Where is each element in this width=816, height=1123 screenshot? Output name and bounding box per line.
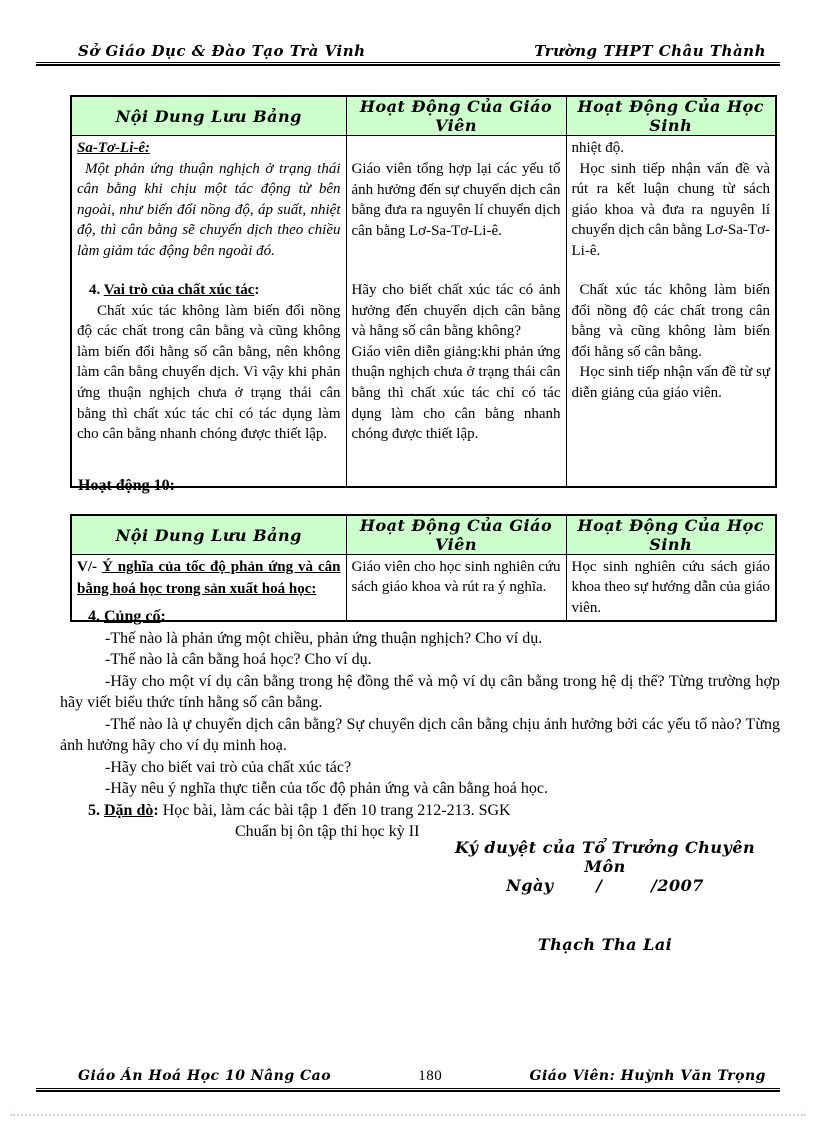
teacher-activity-section-1 bbox=[352, 138, 561, 280]
column-header-teacher-activity: Hoạt Động Của Giáo Viên bbox=[346, 515, 566, 555]
student-paragraph: Học sinh tiếp nhận vấn đề và rút ra kết luận chung từ sách giáo khoa và đưa ra nguyên lí chuyển dịch cân bằng Lơ-Sa-Tơ-Li-ê. bbox=[571, 160, 770, 259]
footer-page-number: 180 bbox=[418, 1068, 443, 1084]
page-header bbox=[78, 42, 766, 60]
header-right-school-name: Trường THPT Châu Thành bbox=[534, 42, 766, 60]
student-paragraph: Chất xúc tác không làm biến đổi nồng độ các chất trong cân bằng và cũng không làm biến đổi hằng số cân bằng. bbox=[571, 282, 770, 360]
student-activity-section-2 bbox=[572, 280, 771, 404]
principle-text: Một phản ứng thuận nghịch ở trạng thái cân bằng khi chịu một tác động từ bên ngoài, như biến đổi nồng độ, áp suất, nhiệt độ, thì cân bằng sẽ chuyển dịch theo chiều làm giảm tác động bên ngoài đó. bbox=[77, 160, 341, 259]
signature-name: Thạch Tha Lai bbox=[537, 935, 673, 954]
cell-board-content bbox=[71, 136, 346, 487]
catalyst-heading: 4. Vai trò của chất xúc tác: bbox=[89, 282, 260, 298]
activity-10-label: Hoạt động 10: bbox=[78, 477, 175, 494]
consolidation-question: -Hãy cho một ví dụ cân bằng trong hệ đồng thể và mộ ví dụ cân bằng trong hệ dị thể? Từng trường hợp hãy viết biểu thức tính hằng số cân bằng. bbox=[60, 672, 780, 711]
consolidation-heading: 4. Củng cố: bbox=[88, 608, 166, 625]
lesson-table-1 bbox=[70, 95, 777, 488]
header-left-school-board: Sở Giáo Dục & Đào Tạo Trà Vinh bbox=[78, 42, 366, 60]
board-content-section-1 bbox=[77, 138, 341, 280]
column-header-student-activity: Hoạt Động Của Học Sinh bbox=[566, 96, 776, 136]
student-paragraph: nhiệt độ. bbox=[571, 140, 624, 156]
cell-student-activity bbox=[566, 136, 776, 487]
student-activity-section-1 bbox=[572, 138, 771, 280]
consolidation-question: -Hãy nêu ý nghĩa thực tiễn của tốc độ phản ứng và cân bằng hoá học. bbox=[105, 780, 548, 797]
column-header-teacher-activity: Hoạt Động Của Giáo Viên bbox=[346, 96, 566, 136]
approval-line: Ký duyệt của Tổ Trưởng Chuyên Môn bbox=[454, 838, 756, 876]
footer-right-teacher-name: Giáo Viên: Huỳnh Văn Trọng bbox=[529, 1068, 766, 1084]
consolidation-question: -Thế nào là ự chuyển dịch cân bằng? Sự chuyển dịch cân bằng chịu ảnh hưởng bởi các yếu tố nào? Từng ảnh hưởng hãy cho ví dụ minh hoạ. bbox=[60, 715, 780, 754]
teacher-paragraph: Giáo viên diễn giảng:khi phản ứng thuận nghịch chưa ở trạng thái cân bằng thì chất xúc tác chỉ có tác dụng làm cho cân bằng nhanh chóng được thiết lập. bbox=[351, 343, 561, 443]
homework-heading: 5. Dặn dò: Học bài, làm các bài tập 1 đến 10 trang 212-213. SGK bbox=[88, 801, 511, 819]
approval-block bbox=[440, 838, 770, 954]
consolidation-question: -Thế nào là cân bằng hoá học? Cho ví dụ. bbox=[105, 651, 372, 668]
homework-note: Chuẩn bị ôn tập thi học kỳ II bbox=[235, 823, 420, 840]
teacher-paragraph: Giáo viên cho học sinh nghiên cứu sách giáo khoa và rút ra ý nghĩa. bbox=[351, 559, 561, 596]
footer-divider bbox=[36, 1088, 780, 1092]
page-footer bbox=[78, 1068, 766, 1085]
catalyst-text: Chất xúc tác không làm biến đổi nồng độ các chất trong cân bằng và cũng không làm biến đổi hằng số cân bằng, nên không làm cân bằng chuyển dịch. Vì vậy khi phản ứng thuận nghịch chưa ở trạng thái cân bằng thì chất xúc tác chỉ có tác dụng làm cho cân bằng nhanh chóng được thiết lập. bbox=[77, 302, 341, 443]
consolidation-question: -Thế nào là phản ứng một chiều, phản ứng thuận nghịch? Cho ví dụ. bbox=[105, 629, 543, 647]
header-divider bbox=[36, 62, 780, 66]
table-body-row bbox=[71, 136, 776, 487]
consolidation-question: -Hãy cho biết vai trò của chất xúc tác? bbox=[105, 758, 352, 776]
notes-section bbox=[60, 606, 780, 843]
section-v-title: V/- Ý nghĩa của tốc độ phản ứng và cân bằng hoá học trong sản xuất hoá học: bbox=[77, 559, 341, 597]
page-break-dotted-line bbox=[10, 1114, 806, 1116]
cell-teacher-activity bbox=[346, 136, 566, 487]
column-header-content: Nội Dung Lưu Bảng bbox=[71, 96, 346, 136]
approval-date-line: Ngày / /2007 bbox=[506, 876, 704, 895]
column-header-content: Nội Dung Lưu Bảng bbox=[71, 515, 346, 555]
student-paragraph: Học sinh nghiên cứu sách giáo khoa theo sự hướng dẫn của giáo viên. bbox=[571, 559, 770, 616]
table-header-row bbox=[71, 515, 776, 555]
table-header-row bbox=[71, 96, 776, 136]
board-content-section-2 bbox=[77, 280, 341, 445]
teacher-activity-section-2 bbox=[352, 280, 561, 445]
teacher-paragraph: Hãy cho biết chất xúc tác có ảnh hưởng đến chuyển dịch cân bằng và hằng số cân bằng không? bbox=[351, 282, 561, 340]
column-header-student-activity: Hoạt Động Của Học Sinh bbox=[566, 515, 776, 555]
student-paragraph: Học sinh tiếp nhận vấn đề từ sự diễn giảng của giáo viên. bbox=[571, 364, 770, 401]
principle-title: Sa-Tơ-Li-ê: bbox=[77, 140, 151, 156]
teacher-paragraph: Giáo viên tổng hợp lại các yếu tố ảnh hưởng đến sự chuyển dịch cân bằng đưa ra nguyên lí chuyển dịch cân bằng Lơ-Sa-Tơ-Li-ê. bbox=[351, 161, 561, 239]
footer-left-book-title: Giáo Án Hoá Học 10 Nâng Cao bbox=[78, 1068, 332, 1084]
